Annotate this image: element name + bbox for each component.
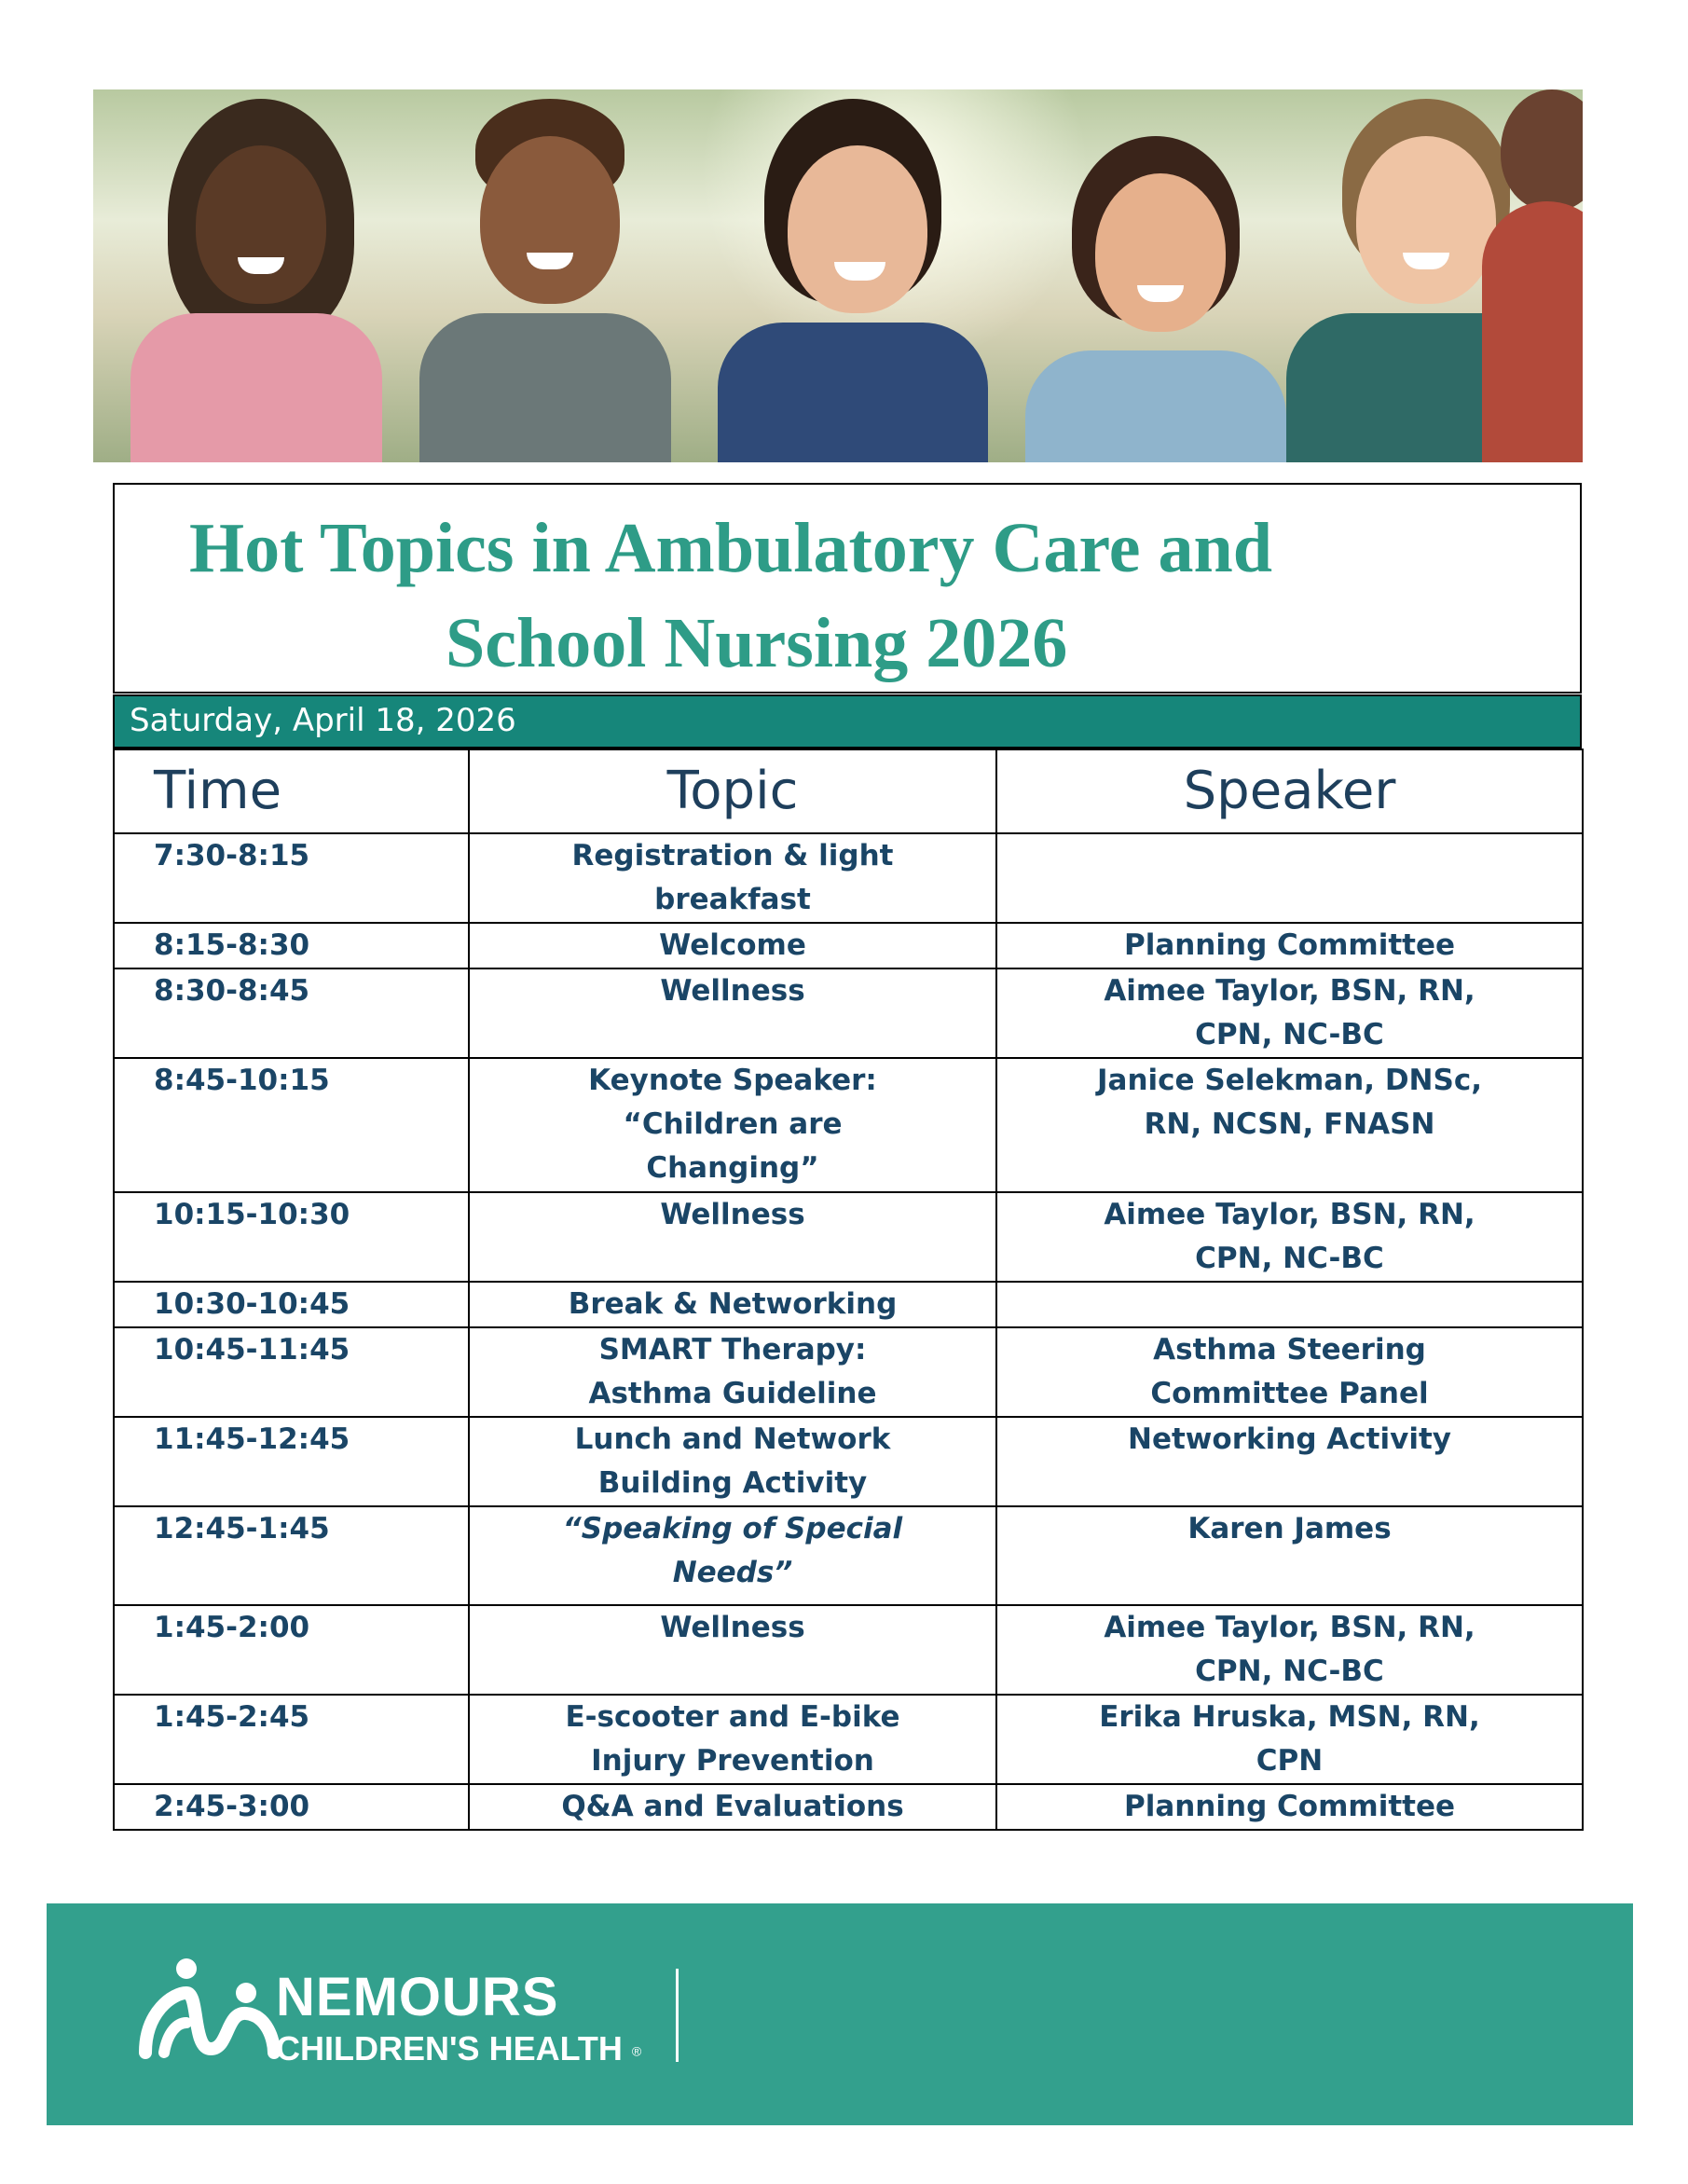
table-row [114,1282,1583,1327]
row-speaker [996,1058,1583,1192]
child-figure [1016,127,1296,462]
nemours-logo-icon [136,1956,285,2066]
table-header-row [114,749,1583,833]
page-title-line-2: School Nursing 2026 [446,604,1068,682]
title-box [113,483,1582,694]
row-speaker-text: Aimee Taylor, BSN, RN, CPN, NC-BC [1104,974,1475,1051]
table-row [114,1192,1583,1282]
row-topic-text: Wellness [660,974,805,1008]
row-speaker-text: Planning Committee [1123,1790,1456,1823]
header-time: Time [114,749,469,833]
row-speaker [996,1192,1583,1282]
brand-subtitle [276,2029,642,2067]
row-topic-text: Registration & light breakfast [571,839,894,916]
row-topic [469,1605,996,1695]
row-speaker [996,1784,1583,1830]
row-speaker [996,1605,1583,1695]
row-topic [469,1695,996,1784]
row-topic [469,1192,996,1282]
row-time: 11:45-12:45 [114,1417,469,1506]
table-row [114,1058,1583,1192]
row-speaker-text: Janice Selekman, DNSc, RN, NCSN, FNASN [1097,1064,1482,1141]
row-time: 7:30-8:15 [114,833,469,923]
header-photo [93,89,1583,462]
row-topic-text: E-scooter and E-bike Injury Prevention [565,1700,900,1778]
row-time: 10:15-10:30 [114,1192,469,1282]
row-speaker-text: Erika Hruska, MSN, RN, CPN [1099,1700,1480,1778]
row-topic [469,1784,996,1830]
row-topic-text: SMART Therapy: Asthma Guideline [588,1333,877,1410]
page-title-line-1: Hot Topics in Ambulatory Care and [189,509,1273,587]
brand-name: NEMOURS [276,1967,559,2027]
row-speaker-text: Asthma Steering Committee Panel [1150,1333,1429,1410]
table-row [114,1506,1583,1605]
row-speaker [996,923,1583,968]
row-speaker [996,1282,1583,1327]
row-speaker-text: Planning Committee [1123,928,1456,962]
table-row [114,1695,1583,1784]
row-time: 8:30-8:45 [114,968,469,1058]
row-time: 8:45-10:15 [114,1058,469,1192]
row-topic [469,1417,996,1506]
row-topic-text: Lunch and Network Building Activity [574,1422,891,1500]
table-row [114,1605,1583,1695]
table-row [114,923,1583,968]
row-speaker [996,1417,1583,1506]
row-speaker-text: Aimee Taylor, BSN, RN, CPN, NC-BC [1104,1611,1475,1688]
child-figure [699,89,997,462]
child-figure [112,89,391,462]
row-time: 8:15-8:30 [114,923,469,968]
table-row [114,1417,1583,1506]
row-topic-text: Q&A and Evaluations [561,1790,904,1823]
schedule-table [113,749,1584,1831]
row-speaker [996,1695,1583,1784]
row-topic [469,968,996,1058]
row-topic [469,833,996,923]
row-speaker [996,1327,1583,1417]
table-row [114,833,1583,923]
table-row [114,968,1583,1058]
footer-band [47,1903,1633,2125]
date-bar: Saturday, April 18, 2026 [113,694,1582,749]
footer-divider [676,1969,679,2062]
row-time: 2:45-3:00 [114,1784,469,1830]
row-topic [469,1282,996,1327]
header-speaker: Speaker [996,749,1583,833]
row-speaker [996,1506,1583,1605]
brand-subtitle-text: CHILDREN'S HEALTH [276,2029,623,2067]
row-time: 10:30-10:45 [114,1282,469,1327]
row-topic-text: “Speaking of Special Needs” [562,1512,903,1589]
row-speaker-text: Aimee Taylor, BSN, RN, CPN, NC-BC [1104,1198,1475,1275]
row-speaker-text: Networking Activity [1128,1422,1451,1456]
row-topic [469,1058,996,1192]
row-time: 12:45-1:45 [114,1506,469,1605]
row-topic-text: Break & Networking [568,1287,898,1321]
row-speaker [996,833,1583,923]
row-time: 10:45-11:45 [114,1327,469,1417]
row-speaker [996,968,1583,1058]
row-time: 1:45-2:00 [114,1605,469,1695]
row-speaker-text: Karen James [1187,1512,1392,1545]
row-topic [469,1327,996,1417]
row-topic-text: Keynote Speaker: “Children are Changing” [588,1064,877,1185]
row-topic-text: Wellness [660,1198,805,1231]
row-topic-text: Wellness [660,1611,805,1644]
registered-mark: ® [631,2043,642,2059]
table-row [114,1784,1583,1830]
row-topic [469,923,996,968]
row-topic-text: Welcome [659,928,806,962]
row-time: 1:45-2:45 [114,1695,469,1784]
child-figure [1482,89,1583,462]
table-row [114,1327,1583,1417]
header-topic: Topic [469,749,996,833]
child-figure [401,89,680,462]
row-topic [469,1506,996,1605]
